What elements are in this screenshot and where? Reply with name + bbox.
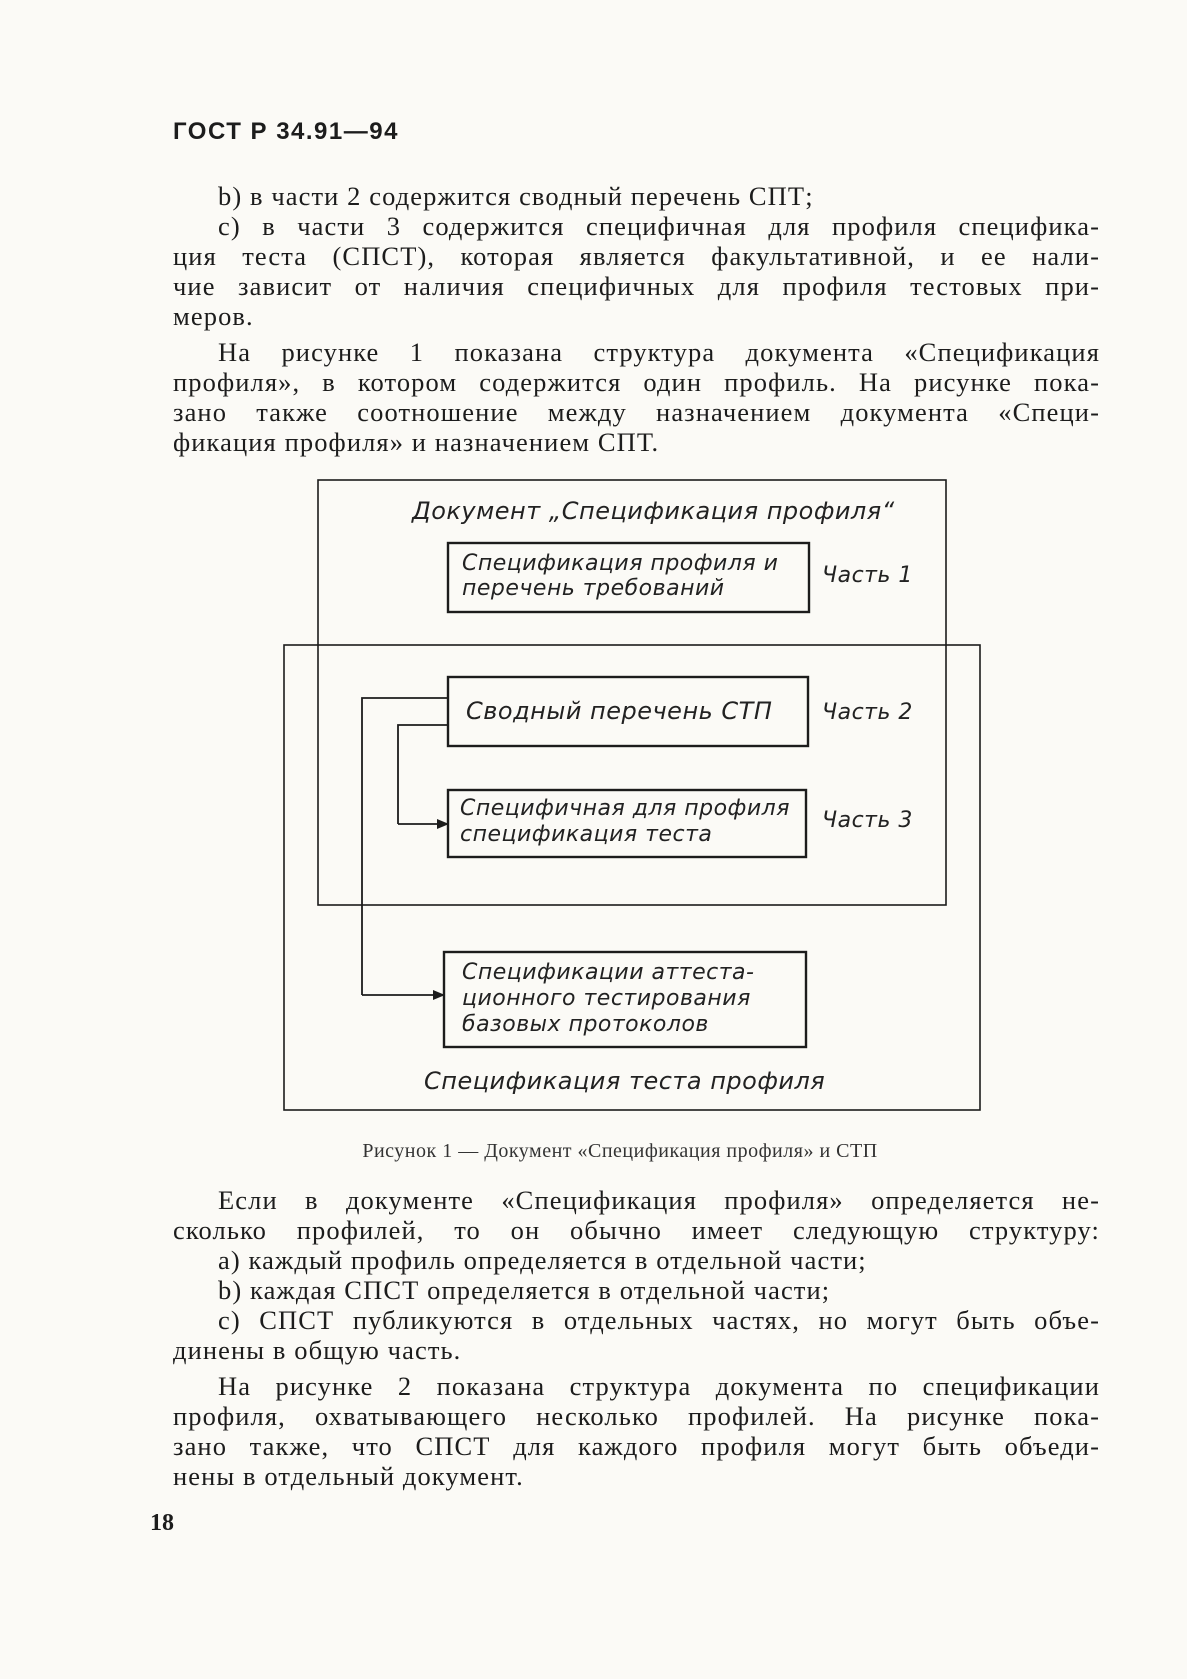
text-line: b) в части 2 содержится сводный перечень СПТ; <box>218 181 814 211</box>
text-line: c) в части 3 содержится специфичная для профиля специфика- <box>218 211 1100 241</box>
text-line: нены в отдельный документ. <box>173 1461 524 1491</box>
part1-label: Часть 1 <box>822 563 913 588</box>
box-part2-text: Сводный перечень СТП <box>466 697 773 725</box>
connector-to-part3 <box>398 725 448 824</box>
document-code: ГОСТ Р 34.91—94 <box>173 118 399 145</box>
box-base-line1: Спецификации аттеста- <box>462 960 755 985</box>
text-line: зано также соотношение между назначением документа «Специ- <box>173 397 1100 427</box>
box-part1-line2: перечень требований <box>462 576 725 601</box>
text-line: профиля», в котором содержится один профиль. На рисунке пока- <box>173 367 1100 397</box>
box-part1-line1: Спецификация профиля и <box>462 551 779 576</box>
box-base-line2: ционного тестирования <box>462 986 751 1011</box>
page-number: 18 <box>150 1510 174 1536</box>
body-text <box>173 1185 1100 1491</box>
text-line: профиля, охватывающего несколько профилей. На рисунке пока- <box>173 1401 1100 1431</box>
part2-label: Часть 2 <box>822 700 913 725</box>
text-line: сколько профилей, то он обычно имеет следующую структуру: <box>173 1215 1100 1245</box>
connector-to-base <box>362 698 448 995</box>
text-line: Если в документе «Спецификация профиля» определяется не- <box>218 1185 1100 1215</box>
text-line: ция теста (СПСТ), которая является факультативной, и ее нали- <box>173 241 1100 271</box>
text-line: c) СПСТ публикуются в отдельных частях, но могут быть объе- <box>218 1305 1100 1335</box>
box-part3-line2: спецификация теста <box>460 822 713 847</box>
text-line: На рисунке 1 показана структура документа «Спецификация <box>218 337 1100 367</box>
text-line: динены в общую часть. <box>173 1335 462 1365</box>
text-line: На рисунке 2 показана структура документа по спецификации <box>218 1371 1100 1401</box>
text-line: фикация профиля» и назначением СПТ. <box>173 427 660 457</box>
text-line: зано также, что СПСТ для каждого профиля могут быть объеди- <box>173 1431 1100 1461</box>
text-line: a) каждый профиль определяется в отдельной части; <box>218 1245 867 1275</box>
document-frame-label: Документ „Спецификация профиля“ <box>412 497 895 525</box>
text-line: меров. <box>173 301 254 331</box>
text-line: b) каждая СПСТ определяется в отдельной части; <box>218 1275 831 1305</box>
box-base-line3: базовых протоколов <box>462 1012 709 1037</box>
text-line: чие зависит от наличия специфичных для профиля тестовых при- <box>173 271 1100 301</box>
part3-label: Часть 3 <box>822 808 913 833</box>
box-part3-line1: Специфичная для профиля <box>460 796 790 821</box>
figure-caption: Рисунок 1 — Документ «Спецификация профиля» и СТП <box>362 1140 878 1162</box>
test-spec-frame-label: Спецификация теста профиля <box>424 1067 826 1095</box>
